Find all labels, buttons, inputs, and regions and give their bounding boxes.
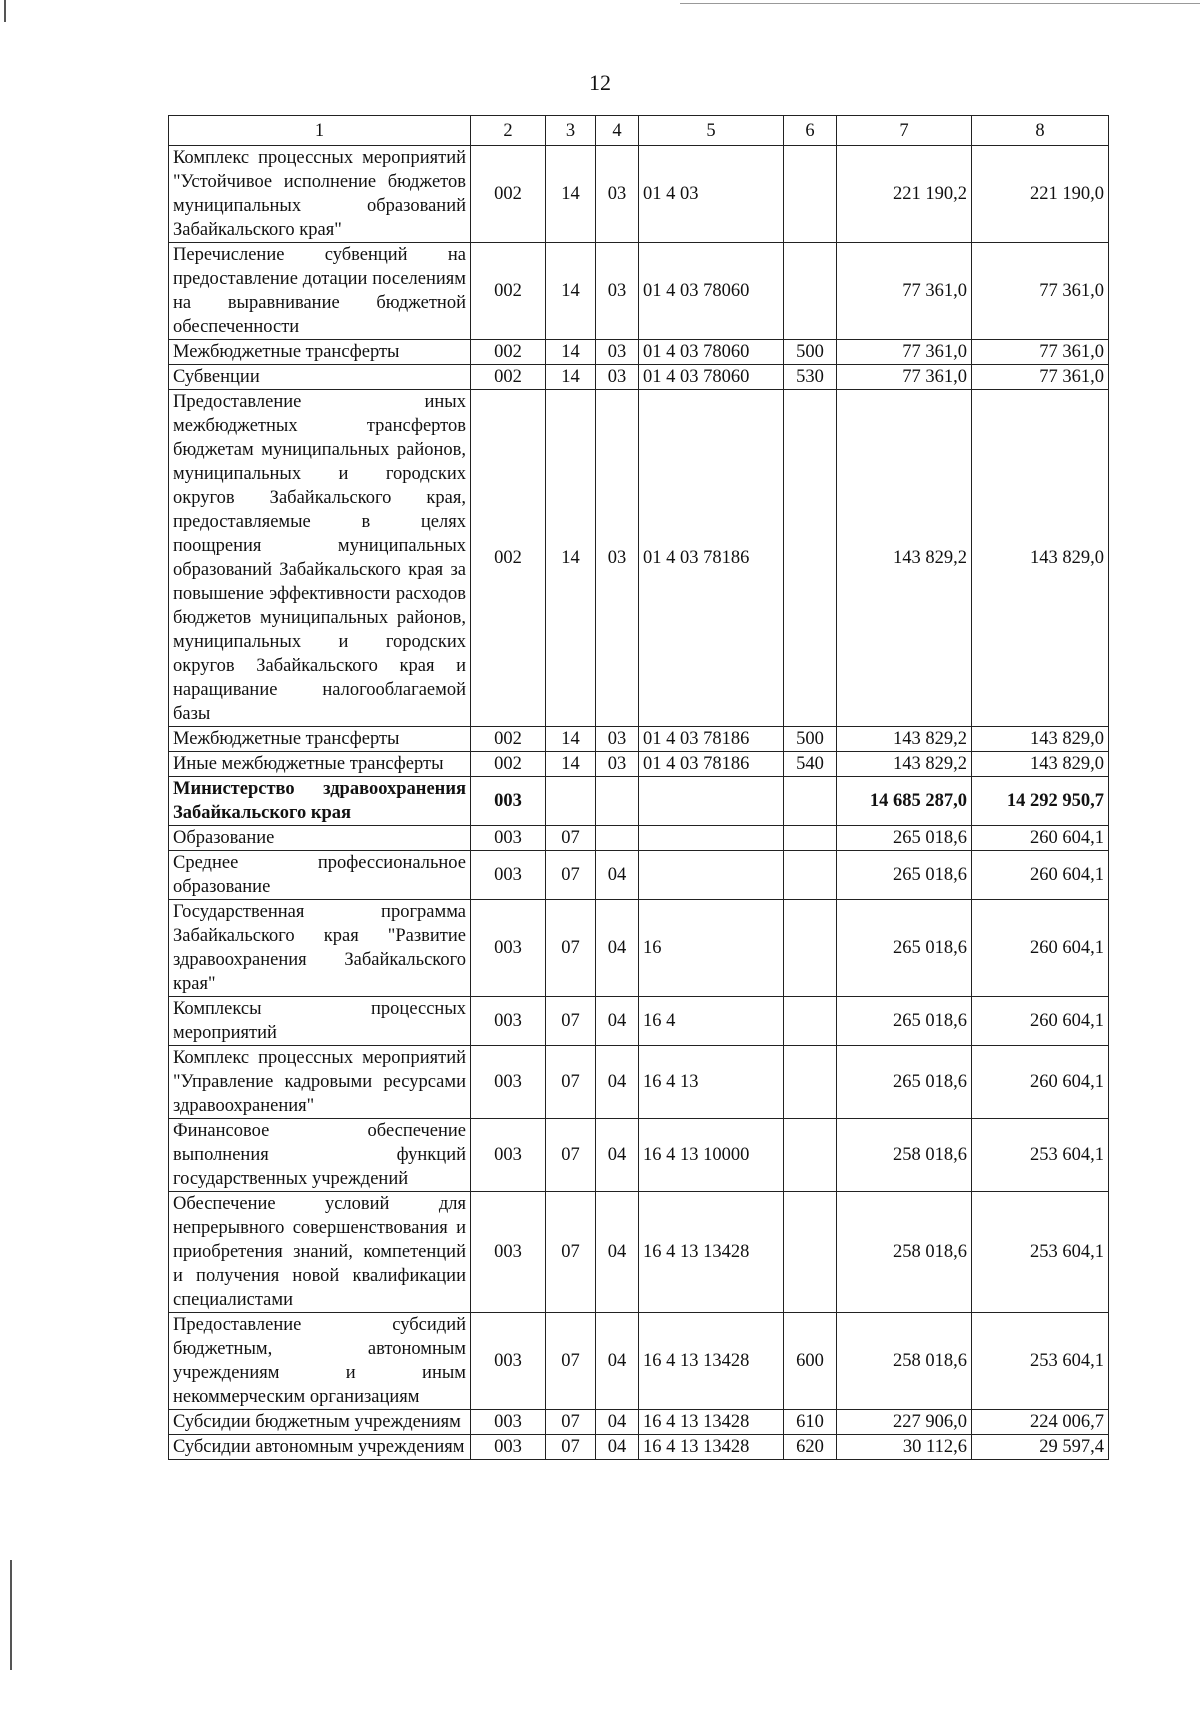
table-row <box>169 727 1109 752</box>
amount-col8-cell: 14 292 950,7 <box>972 777 1109 826</box>
ministry-code-cell: 002 <box>471 243 546 340</box>
amount-col8-cell: 77 361,0 <box>972 243 1109 340</box>
item-name-cell: Финансовое обеспечение выполнения функций государственных учреждений <box>169 1119 471 1192</box>
column-number-row <box>169 116 1109 146</box>
column-number: 7 <box>837 116 972 146</box>
column-number: 2 <box>471 116 546 146</box>
section-code-cell: 07 <box>546 1046 596 1119</box>
subsection-code-cell: 03 <box>596 390 639 727</box>
amount-col7-cell: 258 018,6 <box>837 1119 972 1192</box>
amount-col7-cell: 30 112,6 <box>837 1435 972 1460</box>
target-article-cell: 01 4 03 78186 <box>639 727 784 752</box>
amount-col7-cell: 227 906,0 <box>837 1410 972 1435</box>
expense-type-cell: 530 <box>784 365 837 390</box>
item-name-cell: Субсидии бюджетным учреждениям <box>169 1410 471 1435</box>
expense-type-cell: 500 <box>784 727 837 752</box>
expense-type-cell: 610 <box>784 1410 837 1435</box>
amount-col8-cell: 253 604,1 <box>972 1119 1109 1192</box>
item-name-cell: Межбюджетные трансферты <box>169 340 471 365</box>
expense-type-cell <box>784 1192 837 1313</box>
section-code-cell: 14 <box>546 365 596 390</box>
target-article-cell: 16 4 13 13428 <box>639 1410 784 1435</box>
amount-col8-cell: 260 604,1 <box>972 826 1109 851</box>
amount-col8-cell: 260 604,1 <box>972 900 1109 997</box>
item-name-cell: Предоставление субсидий бюджетным, автономным учреждениям и иным некоммерческим организациям <box>169 1313 471 1410</box>
target-article-cell: 01 4 03 <box>639 146 784 243</box>
column-number: 8 <box>972 116 1109 146</box>
amount-col8-cell: 260 604,1 <box>972 1046 1109 1119</box>
amount-col8-cell: 143 829,0 <box>972 752 1109 777</box>
table-row <box>169 1192 1109 1313</box>
expense-type-cell <box>784 1046 837 1119</box>
subsection-code-cell: 04 <box>596 851 639 900</box>
amount-col7-cell: 258 018,6 <box>837 1192 972 1313</box>
section-code-cell: 07 <box>546 851 596 900</box>
subsection-code-cell: 03 <box>596 340 639 365</box>
amount-col7-cell: 77 361,0 <box>837 340 972 365</box>
target-article-cell: 16 4 13 13428 <box>639 1313 784 1410</box>
subsection-code-cell: 03 <box>596 727 639 752</box>
amount-col7-cell: 143 829,2 <box>837 727 972 752</box>
subsection-code-cell: 04 <box>596 900 639 997</box>
section-code-cell: 07 <box>546 1313 596 1410</box>
left-edge-mark-bottom <box>10 1560 12 1670</box>
subsection-code-cell <box>596 777 639 826</box>
target-article-cell: 01 4 03 78060 <box>639 340 784 365</box>
section-code-cell: 07 <box>546 900 596 997</box>
section-code-cell <box>546 777 596 826</box>
table-row <box>169 777 1109 826</box>
ministry-code-cell: 002 <box>471 365 546 390</box>
target-article-cell: 01 4 03 78060 <box>639 243 784 340</box>
column-number: 4 <box>596 116 639 146</box>
ministry-code-cell: 002 <box>471 727 546 752</box>
subsection-code-cell: 03 <box>596 146 639 243</box>
top-edge-line <box>680 3 1200 4</box>
ministry-code-cell: 003 <box>471 997 546 1046</box>
item-name-cell: Комплексы процессных мероприятий <box>169 997 471 1046</box>
section-code-cell: 07 <box>546 1192 596 1313</box>
expense-type-cell: 620 <box>784 1435 837 1460</box>
ministry-code-cell: 002 <box>471 340 546 365</box>
amount-col7-cell: 265 018,6 <box>837 1046 972 1119</box>
table-row <box>169 752 1109 777</box>
amount-col7-cell: 77 361,0 <box>837 243 972 340</box>
item-name-cell: Субсидии автономным учреждениям <box>169 1435 471 1460</box>
expense-type-cell <box>784 243 837 340</box>
subsection-code-cell: 04 <box>596 1410 639 1435</box>
amount-col8-cell: 77 361,0 <box>972 340 1109 365</box>
target-article-cell: 16 4 13 <box>639 1046 784 1119</box>
subsection-code-cell: 04 <box>596 1046 639 1119</box>
table-row <box>169 1046 1109 1119</box>
item-name-cell: Перечисление субвенций на предоставление дотации поселениям на выравнивание бюджетной обеспеченности <box>169 243 471 340</box>
amount-col8-cell: 253 604,1 <box>972 1192 1109 1313</box>
amount-col7-cell: 265 018,6 <box>837 826 972 851</box>
ministry-code-cell: 002 <box>471 752 546 777</box>
section-code-cell: 14 <box>546 390 596 727</box>
subsection-code-cell: 04 <box>596 997 639 1046</box>
section-code-cell: 14 <box>546 752 596 777</box>
section-code-cell: 07 <box>546 1119 596 1192</box>
section-code-cell: 07 <box>546 1410 596 1435</box>
target-article-cell: 16 <box>639 900 784 997</box>
section-code-cell: 14 <box>546 727 596 752</box>
amount-col7-cell: 143 829,2 <box>837 390 972 727</box>
amount-col8-cell: 29 597,4 <box>972 1435 1109 1460</box>
ministry-code-cell: 003 <box>471 1435 546 1460</box>
subsection-code-cell: 04 <box>596 1119 639 1192</box>
item-name-cell: Субвенции <box>169 365 471 390</box>
item-name-cell: Среднее профессиональное образование <box>169 851 471 900</box>
section-code-cell: 14 <box>546 146 596 243</box>
expense-type-cell <box>784 900 837 997</box>
target-article-cell: 16 4 13 10000 <box>639 1119 784 1192</box>
item-name-cell: Предоставление иных межбюджетных трансфертов бюджетам муниципальных районов, муниципальных и городских округов Забайкальского края, предоставляемые в целях поощрения муниципальных образований Забайкальского края за повышение эффективности расходов бюджетов муниципальных районов, муниципальных и городских округов Забайкальского края и наращивание налогооблагаемой базы <box>169 390 471 727</box>
item-name-cell: Комплекс процессных мероприятий "Устойчивое исполнение бюджетов муниципальных образований Забайкальского края" <box>169 146 471 243</box>
expense-type-cell: 540 <box>784 752 837 777</box>
subsection-code-cell <box>596 826 639 851</box>
amount-col7-cell: 14 685 287,0 <box>837 777 972 826</box>
table-row <box>169 390 1109 727</box>
ministry-code-cell: 003 <box>471 777 546 826</box>
table-row <box>169 1435 1109 1460</box>
ministry-code-cell: 002 <box>471 390 546 727</box>
section-code-cell: 14 <box>546 243 596 340</box>
amount-col8-cell: 221 190,0 <box>972 146 1109 243</box>
table-row <box>169 826 1109 851</box>
expense-type-cell: 500 <box>784 340 837 365</box>
item-name-cell: Министерство здравоохранения Забайкальского края <box>169 777 471 826</box>
subsection-code-cell: 03 <box>596 243 639 340</box>
column-number: 3 <box>546 116 596 146</box>
ministry-code-cell: 003 <box>471 1119 546 1192</box>
target-article-cell: 01 4 03 78186 <box>639 390 784 727</box>
table-row <box>169 146 1109 243</box>
amount-col8-cell: 253 604,1 <box>972 1313 1109 1410</box>
table-row <box>169 1119 1109 1192</box>
table-row <box>169 365 1109 390</box>
expense-type-cell <box>784 390 837 727</box>
page-number: 12 <box>589 70 611 95</box>
column-number: 6 <box>784 116 837 146</box>
target-article-cell <box>639 826 784 851</box>
column-number: 5 <box>639 116 784 146</box>
item-name-cell: Иные межбюджетные трансферты <box>169 752 471 777</box>
subsection-code-cell: 04 <box>596 1313 639 1410</box>
amount-col7-cell: 77 361,0 <box>837 365 972 390</box>
expense-type-cell <box>784 777 837 826</box>
section-code-cell: 07 <box>546 826 596 851</box>
table-row <box>169 997 1109 1046</box>
amount-col8-cell: 260 604,1 <box>972 851 1109 900</box>
amount-col8-cell: 260 604,1 <box>972 997 1109 1046</box>
amount-col8-cell: 143 829,0 <box>972 727 1109 752</box>
amount-col8-cell: 224 006,7 <box>972 1410 1109 1435</box>
budget-table <box>168 115 1109 1460</box>
left-edge-mark <box>4 0 6 22</box>
expense-type-cell <box>784 146 837 243</box>
table-body <box>169 146 1109 1460</box>
ministry-code-cell: 003 <box>471 900 546 997</box>
amount-col7-cell: 258 018,6 <box>837 1313 972 1410</box>
ministry-code-cell: 003 <box>471 1192 546 1313</box>
ministry-code-cell: 003 <box>471 1046 546 1119</box>
item-name-cell: Образование <box>169 826 471 851</box>
target-article-cell <box>639 777 784 826</box>
ministry-code-cell: 003 <box>471 851 546 900</box>
item-name-cell: Государственная программа Забайкальского края "Развитие здравоохранения Забайкальского края" <box>169 900 471 997</box>
amount-col7-cell: 265 018,6 <box>837 997 972 1046</box>
expense-type-cell <box>784 826 837 851</box>
table-row <box>169 340 1109 365</box>
table-row <box>169 851 1109 900</box>
expense-type-cell: 600 <box>784 1313 837 1410</box>
item-name-cell: Межбюджетные трансферты <box>169 727 471 752</box>
ministry-code-cell: 003 <box>471 1410 546 1435</box>
subsection-code-cell: 03 <box>596 365 639 390</box>
expense-type-cell <box>784 851 837 900</box>
item-name-cell: Обеспечение условий для непрерывного совершенствования и приобретения знаний, компетенций и получения новой квалификации специалистами <box>169 1192 471 1313</box>
expense-type-cell <box>784 997 837 1046</box>
item-name-cell: Комплекс процессных мероприятий "Управление кадровыми ресурсами здравоохранения" <box>169 1046 471 1119</box>
ministry-code-cell: 002 <box>471 146 546 243</box>
section-code-cell: 07 <box>546 1435 596 1460</box>
table-row <box>169 1410 1109 1435</box>
amount-col7-cell: 265 018,6 <box>837 851 972 900</box>
table-row <box>169 243 1109 340</box>
column-number: 1 <box>169 116 471 146</box>
target-article-cell: 16 4 13 13428 <box>639 1192 784 1313</box>
target-article-cell: 01 4 03 78060 <box>639 365 784 390</box>
section-code-cell: 07 <box>546 997 596 1046</box>
amount-col8-cell: 77 361,0 <box>972 365 1109 390</box>
target-article-cell: 16 4 <box>639 997 784 1046</box>
table-row <box>169 900 1109 997</box>
target-article-cell <box>639 851 784 900</box>
subsection-code-cell: 03 <box>596 752 639 777</box>
subsection-code-cell: 04 <box>596 1192 639 1313</box>
subsection-code-cell: 04 <box>596 1435 639 1460</box>
ministry-code-cell: 003 <box>471 1313 546 1410</box>
ministry-code-cell: 003 <box>471 826 546 851</box>
amount-col7-cell: 143 829,2 <box>837 752 972 777</box>
target-article-cell: 16 4 13 13428 <box>639 1435 784 1460</box>
amount-col8-cell: 143 829,0 <box>972 390 1109 727</box>
amount-col7-cell: 265 018,6 <box>837 900 972 997</box>
table-row <box>169 1313 1109 1410</box>
amount-col7-cell: 221 190,2 <box>837 146 972 243</box>
expense-type-cell <box>784 1119 837 1192</box>
target-article-cell: 01 4 03 78186 <box>639 752 784 777</box>
section-code-cell: 14 <box>546 340 596 365</box>
